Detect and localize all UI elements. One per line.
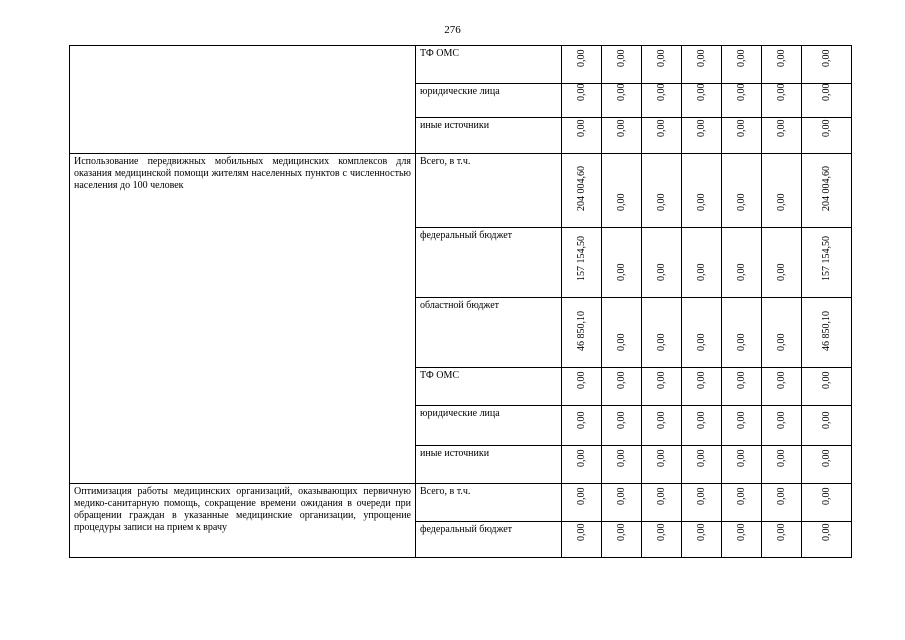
amount-cell (602, 46, 642, 84)
amount-cell (562, 228, 602, 298)
amount-cell (642, 154, 682, 228)
amount-cell (722, 368, 762, 406)
amount-cell (762, 522, 802, 558)
amount-cell (722, 228, 762, 298)
amount-value: 0,00 (695, 487, 707, 505)
amount-cell (642, 84, 682, 118)
amount-cell (802, 154, 852, 228)
amount-cell (682, 228, 722, 298)
amount-cell (642, 522, 682, 558)
amount-cell (682, 484, 722, 522)
funding-source: юридические лица (416, 84, 562, 118)
amount-cell (602, 406, 642, 446)
amount-cell (722, 522, 762, 558)
amount-value: 0,00 (655, 523, 667, 541)
amount-value: 0,00 (820, 523, 832, 541)
amount-value: 0,00 (695, 49, 707, 67)
amount-value: 0,00 (575, 119, 587, 137)
activity-description: Использование передвижных мобильных медицинских комплексов для оказания медицинской помощи жителям населенных пунктов с численностью населения до 100 человек (70, 154, 416, 484)
budget-table (69, 45, 852, 558)
amount-value: 0,00 (820, 371, 832, 389)
page-number: 276 (444, 24, 461, 36)
amount-cell (602, 84, 642, 118)
amount-cell (642, 228, 682, 298)
amount-value: 0,00 (615, 371, 627, 389)
funding-source: федеральный бюджет (416, 228, 562, 298)
amount-cell (682, 522, 722, 558)
activity-description (70, 46, 416, 154)
amount-value: 0,00 (775, 411, 787, 429)
amount-value: 0,00 (695, 411, 707, 429)
amount-cell (802, 406, 852, 446)
amount-value: 0,00 (775, 119, 787, 137)
amount-cell (802, 46, 852, 84)
amount-cell (682, 154, 722, 228)
amount-value: 0,00 (735, 411, 747, 429)
amount-cell (682, 406, 722, 446)
amount-value: 0,00 (575, 487, 587, 505)
amount-cell (722, 118, 762, 154)
amount-cell (602, 522, 642, 558)
amount-value: 157 154,50 (575, 236, 587, 281)
amount-value: 0,00 (615, 49, 627, 67)
amount-value: 0,00 (695, 263, 707, 281)
amount-cell (682, 446, 722, 484)
amount-value: 0,00 (615, 449, 627, 467)
amount-value: 0,00 (775, 371, 787, 389)
amount-value: 0,00 (735, 523, 747, 541)
amount-value: 0,00 (735, 83, 747, 101)
amount-cell (602, 118, 642, 154)
amount-value: 0,00 (695, 449, 707, 467)
amount-value: 0,00 (820, 449, 832, 467)
amount-cell (722, 298, 762, 368)
amount-value: 0,00 (735, 193, 747, 211)
amount-cell (802, 298, 852, 368)
amount-cell (642, 46, 682, 84)
funding-source: Всего, в т.ч. (416, 484, 562, 522)
amount-cell (642, 118, 682, 154)
amount-value: 0,00 (655, 487, 667, 505)
funding-source: областной бюджет (416, 298, 562, 368)
amount-value: 0,00 (575, 371, 587, 389)
amount-cell (562, 46, 602, 84)
amount-value: 0,00 (820, 487, 832, 505)
amount-cell (562, 154, 602, 228)
amount-cell (682, 368, 722, 406)
amount-cell (762, 406, 802, 446)
amount-value: 157 154,50 (820, 236, 832, 281)
amount-value: 0,00 (575, 83, 587, 101)
amount-value: 0,00 (615, 333, 627, 351)
amount-cell (762, 446, 802, 484)
amount-value: 0,00 (820, 83, 832, 101)
amount-cell (602, 228, 642, 298)
amount-value: 0,00 (775, 487, 787, 505)
amount-cell (642, 368, 682, 406)
amount-cell (682, 84, 722, 118)
amount-cell (802, 368, 852, 406)
amount-value: 0,00 (695, 119, 707, 137)
amount-cell (722, 446, 762, 484)
amount-cell (562, 298, 602, 368)
funding-source: иные источники (416, 118, 562, 154)
amount-cell (562, 522, 602, 558)
amount-value: 0,00 (735, 333, 747, 351)
amount-value: 0,00 (655, 49, 667, 67)
amount-value: 0,00 (735, 119, 747, 137)
amount-cell (562, 118, 602, 154)
amount-value: 0,00 (655, 411, 667, 429)
amount-cell (762, 228, 802, 298)
amount-value: 0,00 (775, 263, 787, 281)
amount-value: 0,00 (735, 49, 747, 67)
amount-cell (682, 46, 722, 84)
amount-value: 0,00 (615, 193, 627, 211)
funding-source: Всего, в т.ч. (416, 154, 562, 228)
amount-value: 0,00 (735, 371, 747, 389)
amount-value: 0,00 (695, 523, 707, 541)
amount-cell (762, 368, 802, 406)
amount-cell (602, 368, 642, 406)
amount-value: 0,00 (695, 333, 707, 351)
amount-cell (602, 154, 642, 228)
amount-value: 0,00 (615, 119, 627, 137)
amount-cell (682, 118, 722, 154)
amount-value: 0,00 (575, 449, 587, 467)
amount-value: 46 850,10 (820, 311, 832, 351)
funding-source: ТФ ОМС (416, 46, 562, 84)
amount-cell (562, 406, 602, 446)
amount-value: 0,00 (775, 193, 787, 211)
amount-cell (802, 118, 852, 154)
amount-cell (722, 484, 762, 522)
amount-value: 0,00 (615, 523, 627, 541)
amount-cell (602, 298, 642, 368)
amount-value: 0,00 (655, 449, 667, 467)
amount-value: 0,00 (615, 411, 627, 429)
amount-value: 0,00 (695, 83, 707, 101)
amount-value: 0,00 (775, 83, 787, 101)
amount-cell (722, 154, 762, 228)
funding-source: ТФ ОМС (416, 368, 562, 406)
amount-value: 0,00 (820, 49, 832, 67)
amount-value: 0,00 (775, 523, 787, 541)
funding-source: юридические лица (416, 406, 562, 446)
amount-cell (722, 84, 762, 118)
amount-cell (642, 484, 682, 522)
activity-description: Оптимизация работы медицинских организаций, оказывающих первичную медико-санитарную помощь, сокращение времени ожидания в очереди при обращении граждан в указанные медицинские организации, упрощение процедуры записи на прием к врачу (70, 484, 416, 558)
amount-cell (762, 84, 802, 118)
amount-value: 0,00 (575, 411, 587, 429)
amount-value: 46 850,10 (575, 311, 587, 351)
amount-cell (802, 84, 852, 118)
table-row (70, 154, 852, 228)
amount-value: 0,00 (695, 193, 707, 211)
amount-value: 0,00 (655, 263, 667, 281)
amount-value: 0,00 (615, 83, 627, 101)
amount-cell (802, 522, 852, 558)
amount-cell (722, 406, 762, 446)
amount-cell (802, 484, 852, 522)
amount-value: 0,00 (655, 119, 667, 137)
amount-value: 0,00 (655, 333, 667, 351)
amount-cell (802, 228, 852, 298)
amount-value: 0,00 (775, 333, 787, 351)
amount-cell (642, 406, 682, 446)
amount-cell (602, 484, 642, 522)
amount-cell (642, 298, 682, 368)
amount-value: 0,00 (735, 487, 747, 505)
amount-value: 0,00 (695, 371, 707, 389)
amount-cell (562, 368, 602, 406)
amount-value: 0,00 (735, 449, 747, 467)
amount-cell (602, 446, 642, 484)
funding-source: иные источники (416, 446, 562, 484)
amount-cell (562, 484, 602, 522)
amount-cell (562, 446, 602, 484)
amount-value: 0,00 (820, 411, 832, 429)
amount-value: 0,00 (735, 263, 747, 281)
amount-value: 0,00 (655, 193, 667, 211)
amount-value: 0,00 (820, 119, 832, 137)
amount-value: 204 004,60 (575, 166, 587, 211)
amount-cell (682, 298, 722, 368)
amount-cell (762, 118, 802, 154)
amount-value: 0,00 (775, 449, 787, 467)
amount-cell (762, 154, 802, 228)
table-row (70, 484, 852, 522)
amount-value: 204 004,60 (820, 166, 832, 211)
amount-cell (722, 46, 762, 84)
amount-value: 0,00 (655, 371, 667, 389)
amount-value: 0,00 (615, 263, 627, 281)
funding-source: федеральный бюджет (416, 522, 562, 558)
amount-cell (802, 446, 852, 484)
amount-value: 0,00 (655, 83, 667, 101)
amount-value: 0,00 (615, 487, 627, 505)
table-row (70, 46, 852, 84)
amount-value: 0,00 (575, 523, 587, 541)
amount-cell (562, 84, 602, 118)
amount-cell (762, 298, 802, 368)
amount-cell (642, 446, 682, 484)
amount-cell (762, 484, 802, 522)
amount-value: 0,00 (575, 49, 587, 67)
amount-value: 0,00 (775, 49, 787, 67)
amount-cell (762, 46, 802, 84)
